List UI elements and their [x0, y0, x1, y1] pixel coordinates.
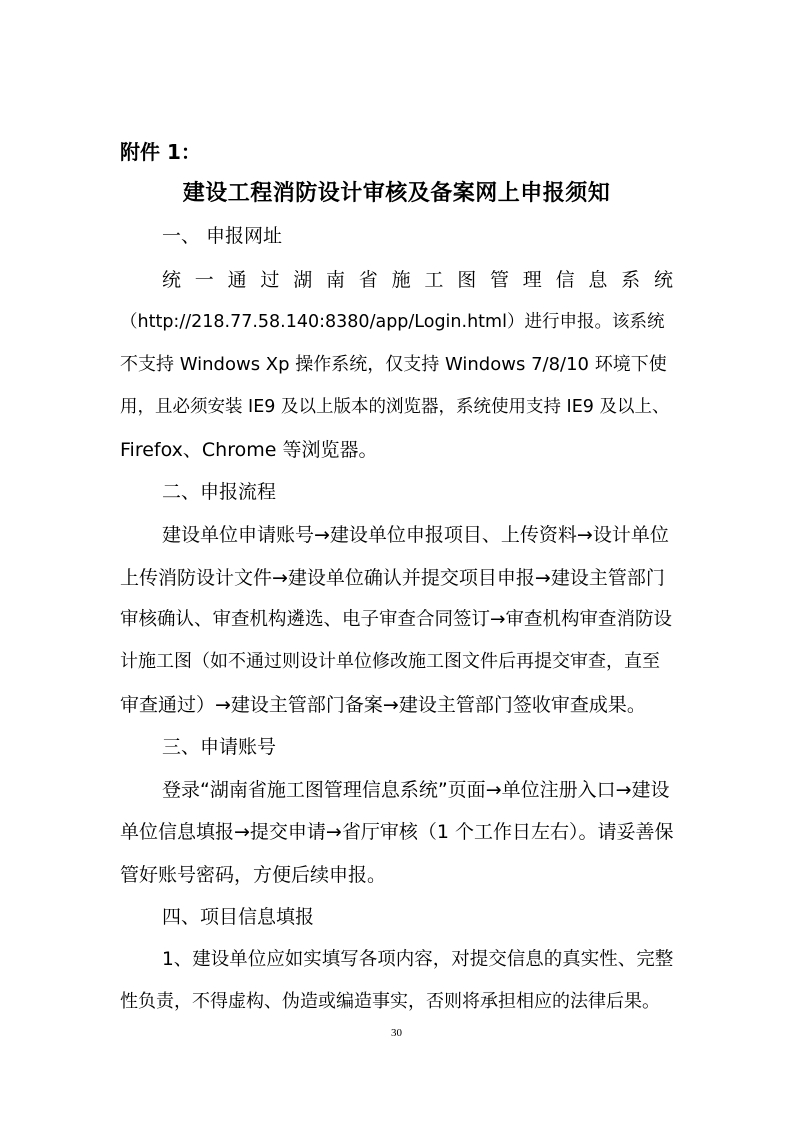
paragraph-line: 上传消防设计文件→建设单位确认并提交项目申报→建设主管部门 [120, 567, 665, 589]
page-number: 30 [391, 1027, 402, 1039]
paragraph-line: 不支持 Windows Xp 操作系统，仅支持 Windows 7/8/10 环境下使 [120, 354, 667, 375]
section-heading: 三、申请账号 [162, 736, 277, 758]
paragraph-line: 单位信息填报→提交申请→省厅审核（1 个工作日左右）。请妥善保 [120, 821, 673, 843]
paragraph-line: （http://218.77.58.140:8380/app/Login.html）进行申报。该系统 [120, 312, 665, 332]
section-heading: 二、申报流程 [162, 481, 277, 503]
paragraph-line: Firefox、Chrome 等浏览器。 [120, 439, 378, 461]
paragraph-line: 计施工图（如不通过则设计单位修改施工图文件后再提交审查，直至 [120, 651, 660, 672]
paragraph-line: 登录“湖南省施工图管理信息系统”页面→单位注册入口→建设 [162, 779, 670, 801]
paragraph-line: 管好账号密码，方便后续申报。 [120, 864, 387, 886]
section-heading: 一、 申报网址 [162, 225, 283, 247]
document-title: 建设工程消防设计审核及备案网上申报须知 [182, 180, 611, 206]
paragraph-line: 审核确认、审查机构遴选、电子审查合同签订→审查机构审查消防设 [120, 609, 673, 630]
attachment-label: 附件 1： [120, 140, 201, 164]
paragraph-line: 审查通过）→建设主管部门备案→建设主管部门签收审查成果。 [120, 694, 646, 716]
paragraph-line: 性负责，不得虚构、伪造或编造事实，否则将承担相应的法律后果。 [120, 991, 660, 1012]
paragraph-line: 建设单位申请账号→建设单位申报项目、上传资料→设计单位 [162, 524, 669, 546]
paragraph-line: 用，且必须安装 IE9 及以上版本的浏览器，系统使用支持 IE9 及以上、 [120, 397, 670, 417]
paragraph-line: 统一通过湖南省施工图管理信息系统 [162, 269, 673, 291]
paragraph-line: 1、建设单位应如实填写各项内容，对提交信息的真实性、完整 [162, 949, 673, 970]
section-heading: 四、项目信息填报 [162, 906, 315, 928]
